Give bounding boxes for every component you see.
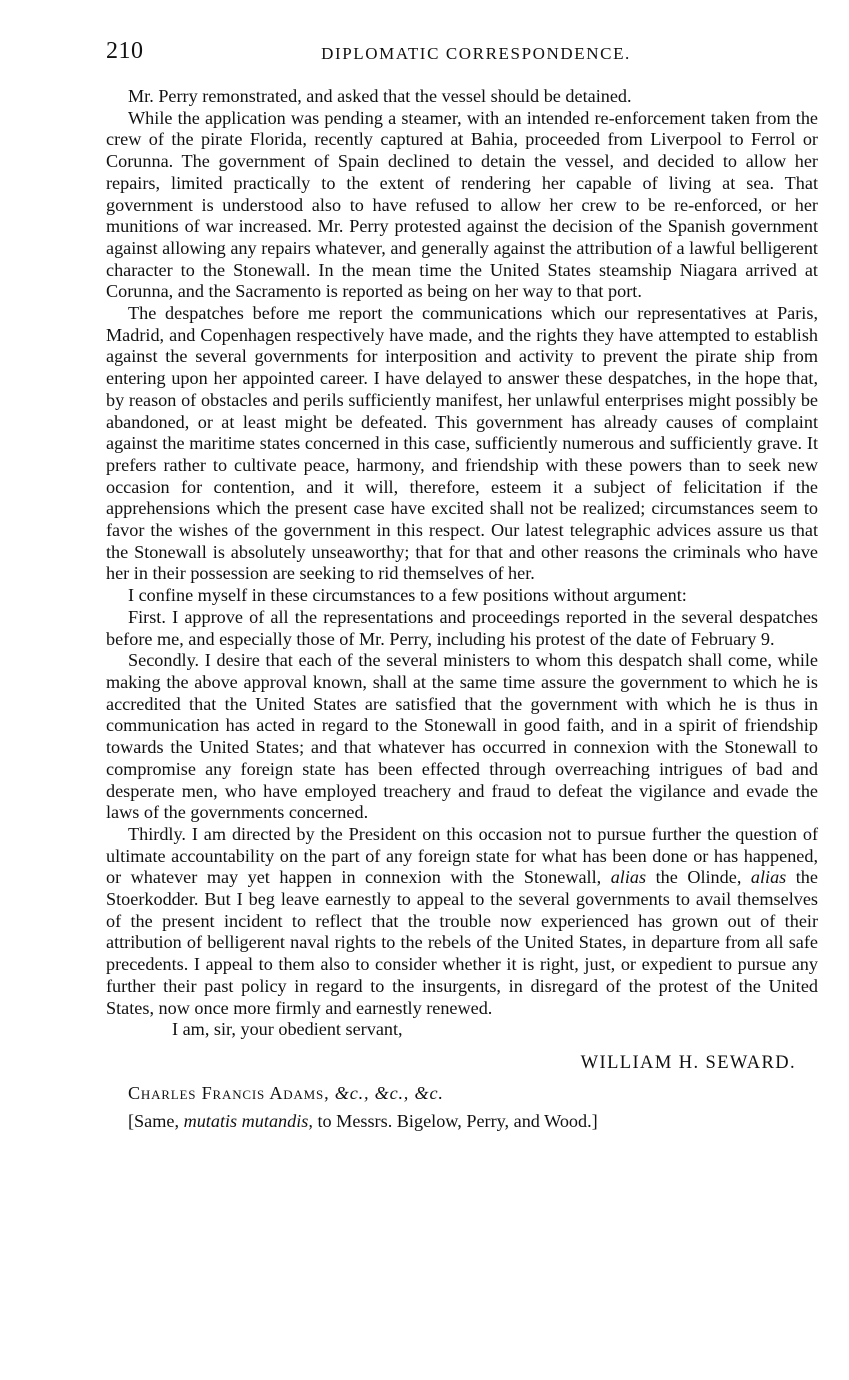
running-head: DIPLOMATIC CORRESPONDENCE. [321, 44, 631, 63]
alias-italic: alias [610, 867, 647, 888]
paragraph: I confine myself in these circumstances to a few positions without argument: [128, 585, 687, 606]
alias-italic: alias [750, 867, 787, 888]
page-number: 210 [106, 38, 144, 64]
thirdly-text: the Olinde, [646, 867, 751, 888]
signature: WILLIAM H. SEWARD. [580, 1052, 796, 1073]
paragraph: Secondly. I desire that each of the several ministers to whom this despatch shall come, while making the above approval known, shall at the same time assure the government to which he is accredited that the United States are satisfied that the government with which he is thus in communication has acted in regard to the Stonewall in good faith, and in a spirit of friendship towards the United States; and that whatever has occurred in connexion with the Stonewall to compromise any foreign state has been effected through overreaching intrigues of bad and desperate men, who have employed treachery and fraud to defeat the vigilance and evade the laws of the governments concerned. [106, 650, 818, 823]
paragraph: Mr. Perry remonstrated, and asked that the vessel should be detained. [128, 86, 632, 106]
paragraph: First. I approve of all the representations and proceedings reported in the several despatches before me, and especially those of Mr. Perry, including his protest of the date of February 9. [106, 606, 818, 649]
paragraph: While the application was pending a steamer, with an intended re-enforcement taken from the crew of the pirate Florida, recently captured at Bahia, proceeded from Liverpool to Ferrol or Corunna. The government of Spain declined to detain the vessel, and decided to allow her repairs, limited practically to the extent of rendering her capable of living at sea. That government is understood also to have refused to allow her crew to be re-enforced, or her munitions of war increased. Mr. Perry protested against the decision of the Spanish government against allowing any repairs whatever, and generally against the attribution of a lawful belligerent character to the Stonewall. In the mean time the United States steamship Niagara arrived at Corunna, and the Sacramento is reported as being on her way to that port. [106, 107, 818, 302]
note-italic: mutatis mutandis, [183, 1110, 313, 1131]
thirdly-text: the Stoerkodder. But I beg leave earnestly to appeal to the several governments to avail themselves of the present incident to reflect that the trouble now experienced has grown out of their attribution of belligerent naval rights to the rebels of the United States, in departure from all safe precedents. I appeal to them also to consider whether it is right, just, or expedient to pursue any further their past policy in regard to the insurgents, in disregard of the protest of the United States, now once more firmly and earnestly renewed. [106, 867, 818, 1018]
note-open: [Same, [128, 1110, 184, 1131]
paragraph: The despatches before me report the communications which our representatives at Paris, Madrid, and Copenhagen respectively have made, and the rights they have attempted to establish against the several governments for interposition and activity to prevent the pirate ship from entering upon her appointed career. I have delayed to answer these despatches, in the hope that, by reason of obstacles and perils sufficiently manifest, her unlawful enterprises might possibly be abandoned, or at least might be defeated. This government has already causes of complaint against the maritime states concerned in this case, sufficiently numerous and sufficiently grave. It prefers rather to cultivate peace, harmony, and friendship with these powers than to seek new occasion for contention, and it will, therefore, esteem it a subject of felicitation if the apprehensions which the present case have excited shall not be realized; circumstances seem to favor the wishes of the government in this respect. Our latest telegraphic advices assure us that the Stonewall is absolutely unseaworthy; that for that and other reasons the criminals who have her in their possession are seeking to rid themselves of her. [106, 303, 818, 584]
thirdly-text: Thirdly. I am directed by the President on this occasion not to pursue further the question of ultimate accountability on the part of any foreign state for what has been done or has happened, or whatever may yet happen in connexion with the Stonewall, [106, 823, 818, 888]
editorial-note [128, 1109, 818, 1133]
closing-line: I am, sir, your obedient servant, [172, 1019, 403, 1040]
addressee-name: Charles Francis Adams, [128, 1082, 330, 1103]
document-body [106, 86, 818, 1133]
note-close: to Messrs. Bigelow, Perry, and Wood.] [312, 1110, 598, 1131]
addressee-etc: &c., &c., &c. [334, 1082, 444, 1103]
page-header [106, 38, 816, 68]
addressee [128, 1081, 818, 1105]
paragraph-thirdly [106, 824, 818, 1019]
